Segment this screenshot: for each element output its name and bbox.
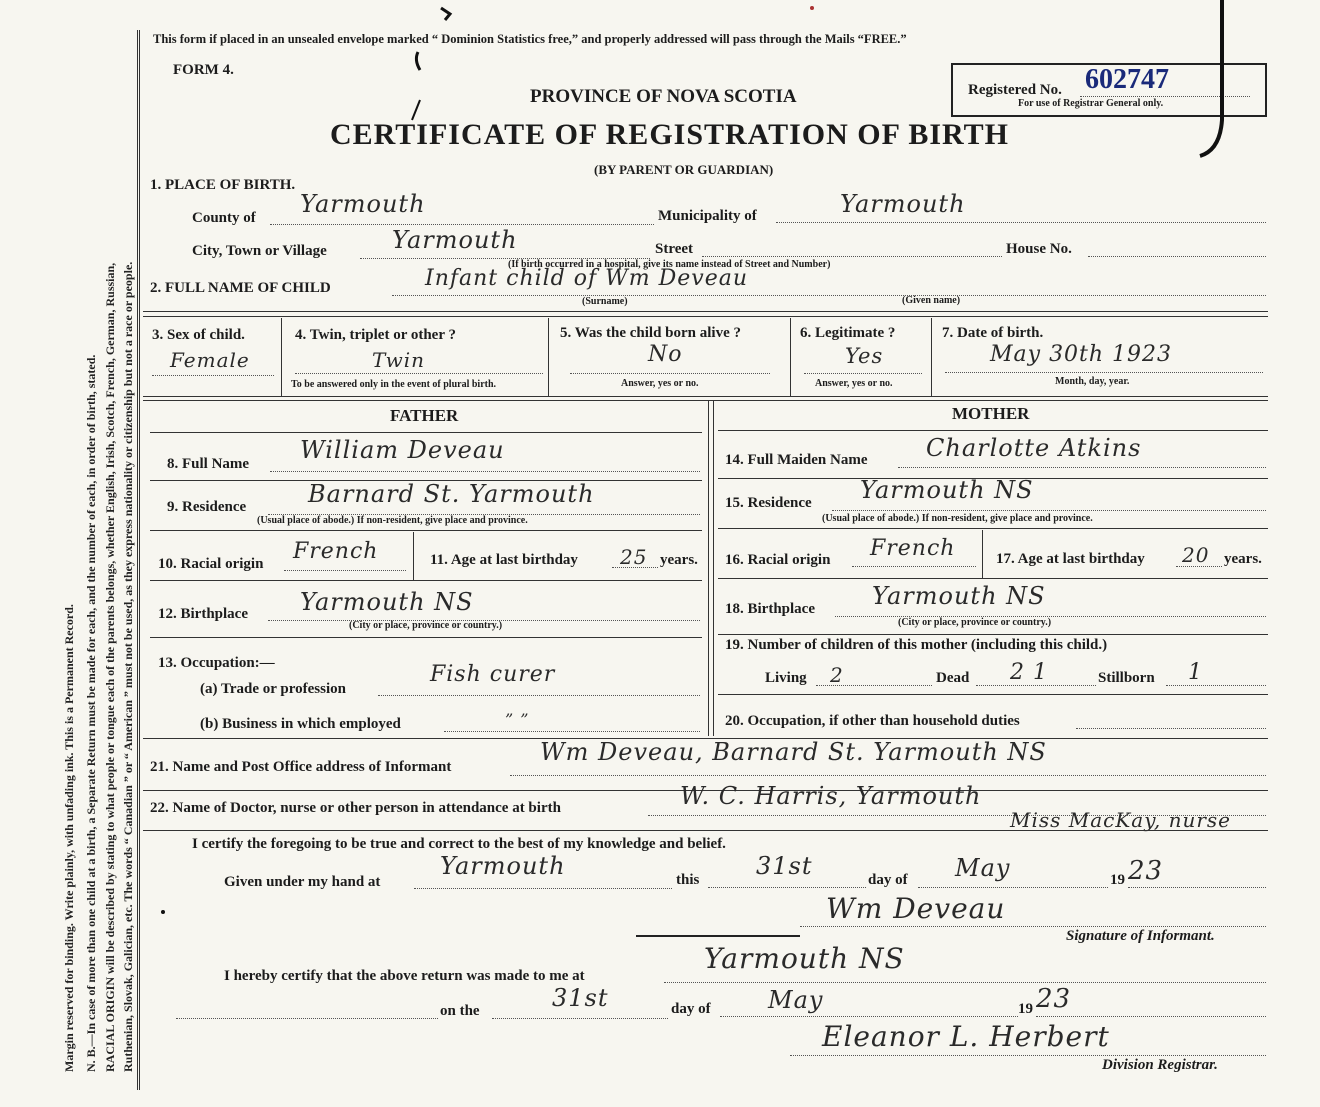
registrar-year-value: 23	[1036, 984, 1072, 1014]
sex-label: 3. Sex of child.	[152, 327, 245, 343]
this-label: this	[676, 872, 700, 888]
county-value: Yarmouth	[300, 190, 426, 218]
year-prefix: 19	[1110, 872, 1125, 888]
margin-note-racial-origin-1: RACIAL ORIGIN will be described by stating to what people or tongue each of the parents belongs, whether English, Irish, Scotch, French, German, Russian,	[103, 262, 117, 1072]
registrar-day-of-label: day of	[671, 1001, 711, 1017]
surname-caption: (Surname)	[582, 296, 628, 307]
stillborn-label: Stillborn	[1098, 670, 1155, 686]
alive-label: 5. Was the child born alive ?	[560, 325, 741, 341]
mother-residence-label: 15. Residence	[725, 495, 812, 511]
father-birthplace-label: 12. Birthplace	[158, 606, 248, 622]
registered-number: 602747	[1085, 64, 1169, 95]
father-racial-value: French	[293, 539, 379, 564]
alive-note: Answer, yes or no.	[621, 378, 699, 389]
father-residence-value: Barnard St. Yarmouth	[308, 480, 595, 508]
father-residence-label: 9. Residence	[167, 499, 247, 515]
father-trade-label: (a) Trade or profession	[200, 681, 346, 697]
mother-racial-value: French	[870, 536, 956, 561]
form-number: FORM 4.	[173, 62, 234, 78]
father-business-label: (b) Business in which employed	[200, 716, 401, 732]
informant-label: 21. Name and Post Office address of Informant	[150, 759, 452, 775]
month-value: May	[955, 854, 1011, 882]
house-label: House No.	[1006, 241, 1072, 257]
father-name-label: 8. Full Name	[167, 456, 250, 472]
mother-name-label: 14. Full Maiden Name	[725, 452, 868, 468]
day-of-label: day of	[868, 872, 908, 888]
mother-birthplace-note: (City or place, province or country.)	[898, 617, 1052, 628]
doctor-value-2: Miss MacKay, nurse	[1010, 808, 1232, 832]
city-label: City, Town or Village	[192, 243, 327, 259]
child-name-label: 2. FULL NAME OF CHILD	[150, 280, 331, 296]
mother-name-value: Charlotte Atkins	[926, 434, 1142, 462]
legitimate-label: 6. Legitimate ?	[800, 325, 896, 341]
father-age-value: 25	[620, 545, 648, 569]
hospital-note: (If birth occurred in a hospital, give its name instead of Street and Number)	[508, 259, 831, 270]
mother-heading: MOTHER	[952, 404, 1030, 423]
alive-value: No	[648, 342, 683, 367]
living-label: Living	[765, 670, 807, 686]
county-label: County of	[192, 210, 256, 226]
father-name-value: William Deveau	[300, 436, 505, 464]
mother-age-value: 20	[1182, 543, 1210, 567]
father-age-years: years.	[660, 552, 698, 568]
twin-label: 4. Twin, triplet or other ?	[295, 327, 456, 343]
twin-note: To be answered only in the event of plural birth.	[291, 379, 497, 390]
mother-racial-label: 16. Racial origin	[725, 552, 831, 568]
registered-label: Registered No.	[968, 82, 1062, 98]
registrar-month-value: May	[768, 986, 824, 1014]
informant-value: Wm Deveau, Barnard St. Yarmouth NS	[540, 738, 1047, 766]
registrar-year-prefix: 19	[1018, 1001, 1033, 1017]
father-age-label: 11. Age at last birthday	[430, 552, 578, 568]
margin-note-racial-origin-2: Ruthenian, Slovak, Galician, etc. The words “ Canadian ” or “ American ” must not be used, as they express nationality or citizenship but not a race or people.	[121, 261, 135, 1072]
mother-birthplace-value: Yarmouth NS	[872, 582, 1046, 610]
sex-value: Female	[170, 348, 250, 372]
dead-label: Dead	[936, 670, 970, 686]
registrar-day-value: 31st	[552, 984, 609, 1012]
father-heading: FATHER	[390, 406, 459, 425]
pen-dot-red	[810, 6, 814, 10]
father-birthplace-note: (City or place, province or country.)	[349, 620, 503, 631]
municipality-value: Yarmouth	[840, 190, 966, 218]
place-heading: 1. PLACE OF BIRTH.	[150, 177, 296, 193]
margin-note-binding: Margin reserved for binding. Write plainly, with unfading ink. This is a Permanent Record.	[62, 604, 76, 1072]
mother-age-years: years.	[1224, 551, 1262, 567]
registrar-signature: Eleanor L. Herbert	[822, 1020, 1110, 1053]
twin-value: Twin	[372, 348, 426, 372]
mother-birthplace-label: 18. Birthplace	[725, 601, 815, 617]
given-place-value: Yarmouth	[440, 852, 566, 880]
father-residence-note: (Usual place of abode.) If non-resident, give place and province.	[257, 515, 528, 526]
father-trade-value: Fish curer	[430, 662, 556, 687]
dob-value: May 30th 1923	[990, 342, 1173, 367]
living-value: 2	[830, 663, 844, 687]
stillborn-value: 1	[1188, 660, 1203, 685]
certificate-title: CERTIFICATE OF REGISTRATION OF BIRTH	[330, 118, 1009, 151]
pen-mark-top	[441, 8, 450, 20]
street-label: Street	[655, 241, 694, 257]
mother-occupation-label: 20. Occupation, if other than household duties	[725, 713, 1020, 729]
given-under-label: Given under my hand at	[224, 874, 381, 890]
father-business-value: ” ”	[505, 710, 530, 729]
registrar-use-note: For use of Registrar General only.	[1018, 98, 1164, 109]
dead-value: 2 1	[1010, 660, 1048, 685]
pen-mark-comma	[416, 52, 420, 70]
day-value: 31st	[756, 852, 813, 880]
doctor-value: W. C. Harris, Yarmouth	[680, 782, 982, 810]
mother-children-label: 19. Number of children of this mother (including this child.)	[725, 637, 1108, 653]
city-value: Yarmouth	[392, 226, 518, 254]
municipality-label: Municipality of	[658, 208, 757, 224]
father-occupation-label: 13. Occupation:—	[158, 655, 275, 671]
informant-signature: Wm Deveau	[826, 892, 1006, 925]
signature-caption: Signature of Informant.	[1066, 928, 1215, 944]
pen-mark-slash	[412, 100, 420, 120]
mother-age-label: 17. Age at last birthday	[996, 551, 1145, 567]
pen-mark-right-edge	[1200, 0, 1222, 156]
child-name-value: Infant child of Wm Deveau	[425, 266, 748, 291]
father-birthplace-value: Yarmouth NS	[300, 588, 474, 616]
registrar-caption: Division Registrar.	[1102, 1057, 1218, 1073]
legitimate-value: Yes	[845, 344, 884, 368]
margin-note-multiple-births: N. B.—In case of more than one child at a birth, a Separate Return must be made for each, and the number of each, in order of birth, stated.	[84, 354, 98, 1072]
on-the-label: on the	[440, 1003, 480, 1019]
year-value: 23	[1128, 856, 1164, 886]
registrar-place-value: Yarmouth NS	[704, 942, 905, 975]
certify-statement: I certify the foregoing to be true and correct to the best of my knowledge and belief.	[192, 836, 726, 852]
father-racial-label: 10. Racial origin	[158, 556, 264, 572]
doctor-label: 22. Name of Doctor, nurse or other person in attendance at birth	[150, 800, 561, 816]
registrar-statement: I hereby certify that the above return was made to me at	[224, 968, 585, 984]
mother-residence-note: (Usual place of abode.) If non-resident, give place and province.	[822, 513, 1093, 524]
given-name-caption: (Given name)	[902, 295, 961, 306]
mail-note: This form if placed in an unsealed envelope marked “ Dominion Statistics free,” and properly addressed will pass through the Mails “FREE.”	[153, 32, 907, 46]
pen-dot	[161, 910, 165, 914]
mother-residence-value: Yarmouth NS	[860, 476, 1034, 504]
dob-note: Month, day, year.	[1055, 376, 1130, 387]
legitimate-note: Answer, yes or no.	[815, 378, 893, 389]
province-heading: PROVINCE OF NOVA SCOTIA	[530, 86, 797, 107]
certificate-subtitle: (BY PARENT OR GUARDIAN)	[594, 162, 774, 177]
dob-label: 7. Date of birth.	[942, 325, 1044, 341]
